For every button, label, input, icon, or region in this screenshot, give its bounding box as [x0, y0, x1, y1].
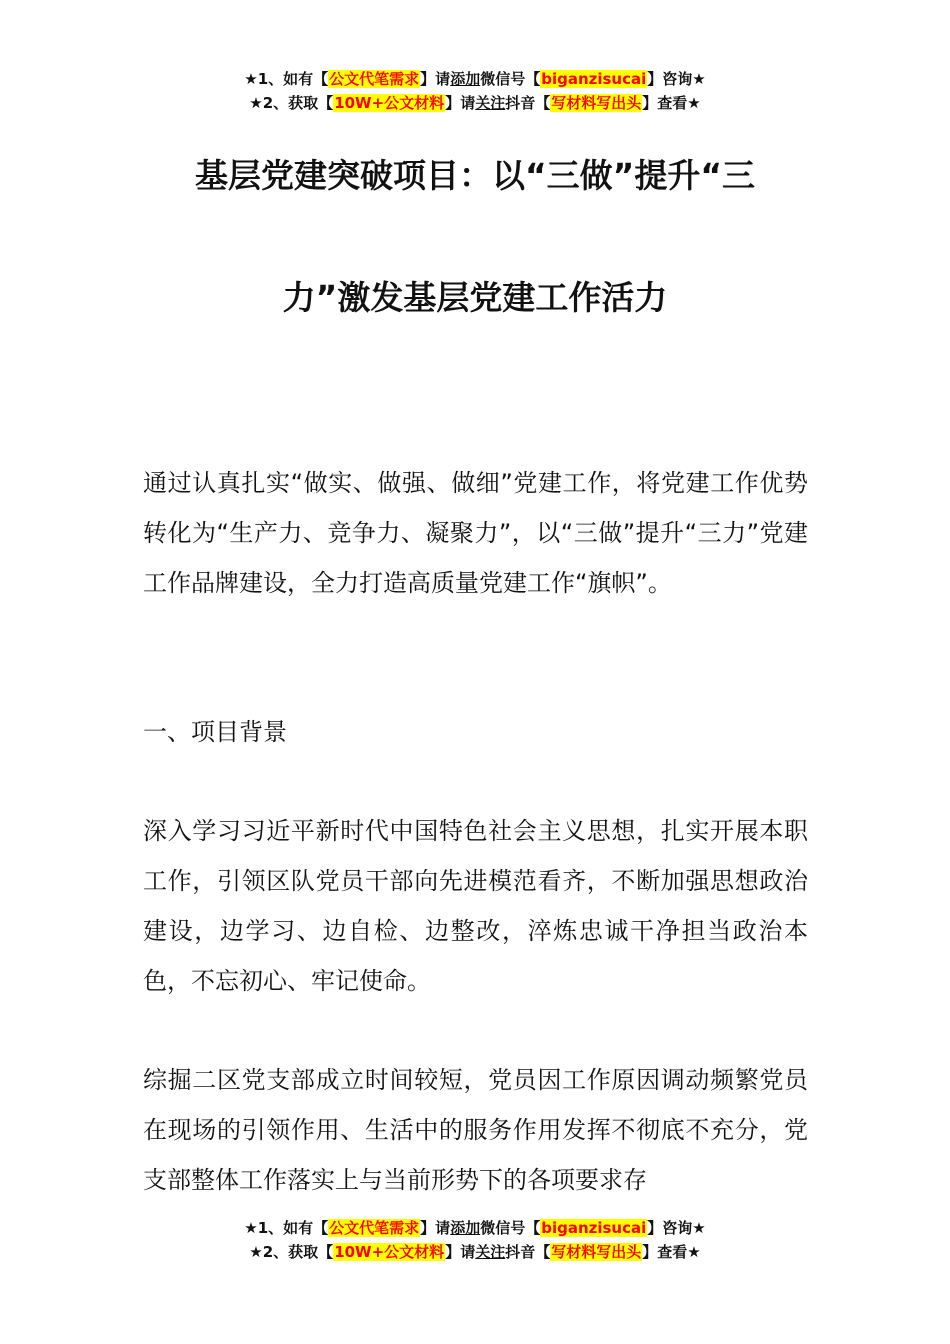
body-paragraph: 综掘二区党支部成立时间较短，党员因工作原因调动频繁党员在现场的引领作用、生活中的服务作用发挥不彻底不充分，党支部整体工作落实上与当前形势下的各项要求存 [143, 1066, 808, 1194]
promo-text: 】查看★ [642, 94, 701, 112]
promo-text: ★1、如有【 [244, 70, 329, 88]
promo-line-2 [0, 1240, 950, 1264]
promo-text: 】咨询★ [647, 1219, 706, 1237]
promo-text: 】咨询★ [647, 70, 706, 88]
promo-highlight: 10W+公文材料 [334, 94, 445, 112]
promo-highlight: 公文代笔需求 [329, 1219, 420, 1237]
promo-highlight: 10W+公文材料 [334, 1243, 445, 1261]
body-paragraph: 深入学习习近平新时代中国特色社会主义思想，扎实开展本职工作，引领区队党员干部向先进模范看齐，不断加强思想政治建设，边学习、边自检、边整改，淬炼忠诚干净担当政治本色，不忘初心、牢记使命。 [143, 817, 808, 995]
promo-emphasis: 添加 [450, 1219, 481, 1237]
promo-text: 】请 [445, 1243, 476, 1261]
promo-text: 抖音【 [505, 1243, 551, 1261]
promo-highlight: 写材料写出头 [551, 1243, 642, 1261]
promo-highlight: biganzisucai [541, 70, 647, 88]
promo-emphasis: 添加 [450, 70, 481, 88]
document-title-line-1: 基层党建突破项目：以“三做”提升“三 [194, 156, 756, 195]
promo-highlight: biganzisucai [541, 1219, 647, 1237]
promo-text: 】请 [420, 1219, 451, 1237]
promo-text: 】请 [445, 94, 476, 112]
promo-highlight: 公文代笔需求 [329, 70, 420, 88]
intro-paragraph: 通过认真扎实“做实、做强、做细”党建工作，将党建工作优势转化为“生产力、竞争力、凝聚力”，以“三做”提升“三力”党建工作品牌建设，全力打造高质量党建工作“旗帜”。 [143, 469, 808, 597]
promo-banner-bottom [0, 1216, 950, 1264]
promo-text: ★2、获取【 [249, 1243, 334, 1261]
promo-line-2 [0, 91, 950, 115]
promo-text: 抖音【 [505, 94, 551, 112]
promo-emphasis: 关注 [475, 1243, 506, 1261]
promo-text: 微信号【 [480, 1219, 541, 1237]
promo-text: 】请 [420, 70, 451, 88]
promo-text: ★1、如有【 [244, 1219, 329, 1237]
section-heading: 一、项目背景 [143, 718, 287, 746]
promo-line-1 [0, 67, 950, 91]
promo-emphasis: 关注 [475, 94, 506, 112]
document-title-line-2: 力”激发基层党建工作活力 [282, 278, 668, 317]
promo-text: 微信号【 [480, 70, 541, 88]
promo-banner-top [0, 67, 950, 115]
promo-line-1 [0, 1216, 950, 1240]
promo-text: ★2、获取【 [249, 94, 334, 112]
promo-text: 】查看★ [642, 1243, 701, 1261]
promo-highlight: 写材料写出头 [551, 94, 642, 112]
